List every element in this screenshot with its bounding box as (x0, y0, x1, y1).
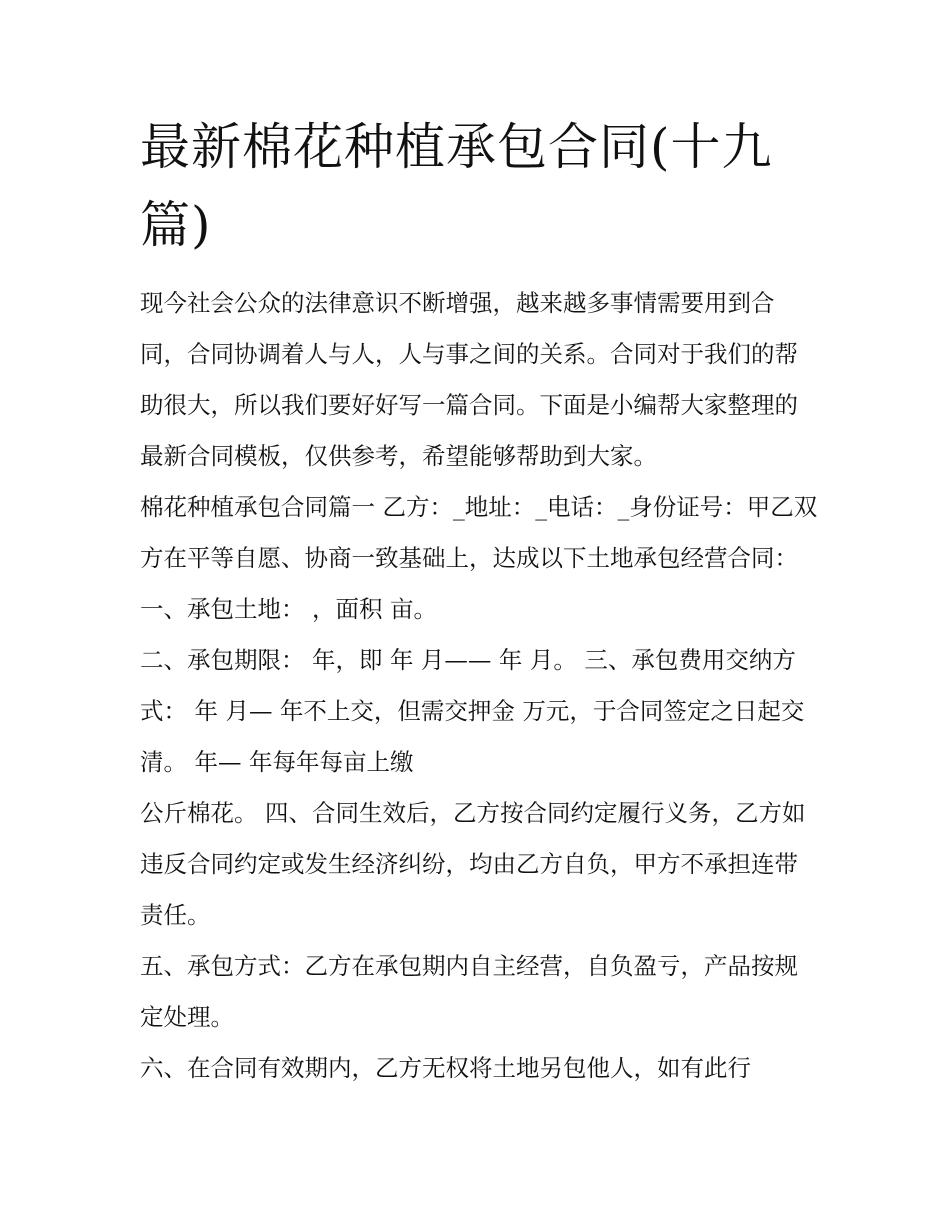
document-title: 最新棉花种植承包合同(十九篇) (140, 118, 773, 254)
paragraph-obligations: 公斤棉花。 四、合同生效后，乙方按合同约定履行义务，乙方如违反合同约定或发生经济纠纷，均由乙方自负，甲方不承担连带责任。 (140, 799, 806, 929)
paragraph-contract-method: 五、承包方式：乙方在承包期内自主经营，自负盈亏，产品按规定处理。 (140, 952, 798, 1031)
paragraph-intro: 现今社会公众的法律意识不断增强，越来越多事情需要用到合同，合同协调着人与人，人与事之间的关系。合同对于我们的帮助很大，所以我们要好好写一篇合同。下面是小编帮大家整理的最新合同模板，仅供参考，希望能够帮助到大家。 (140, 289, 798, 470)
document-body (140, 278, 820, 1094)
paragraph-subcontract-clause: 六、在合同有效期内，乙方无权将土地另包他人，如有此行 (140, 1054, 751, 1082)
paragraph-term-and-fees: 二、承包期限： 年，即 年 月—— 年 月。 三、承包费用交纳方式： 年 月— 年不上交，但需交押金 万元，于合同签定之日起交清。 年— 年每年每亩上缴 (140, 646, 805, 776)
paragraph-contract-header: 棉花种植承包合同篇一 乙方：_地址：_电话：_身份证号：甲乙双方在平等自愿、协商一致基础上，达成以下土地承包经营合同： 一、承包土地： ，面积 亩。 (140, 493, 818, 623)
